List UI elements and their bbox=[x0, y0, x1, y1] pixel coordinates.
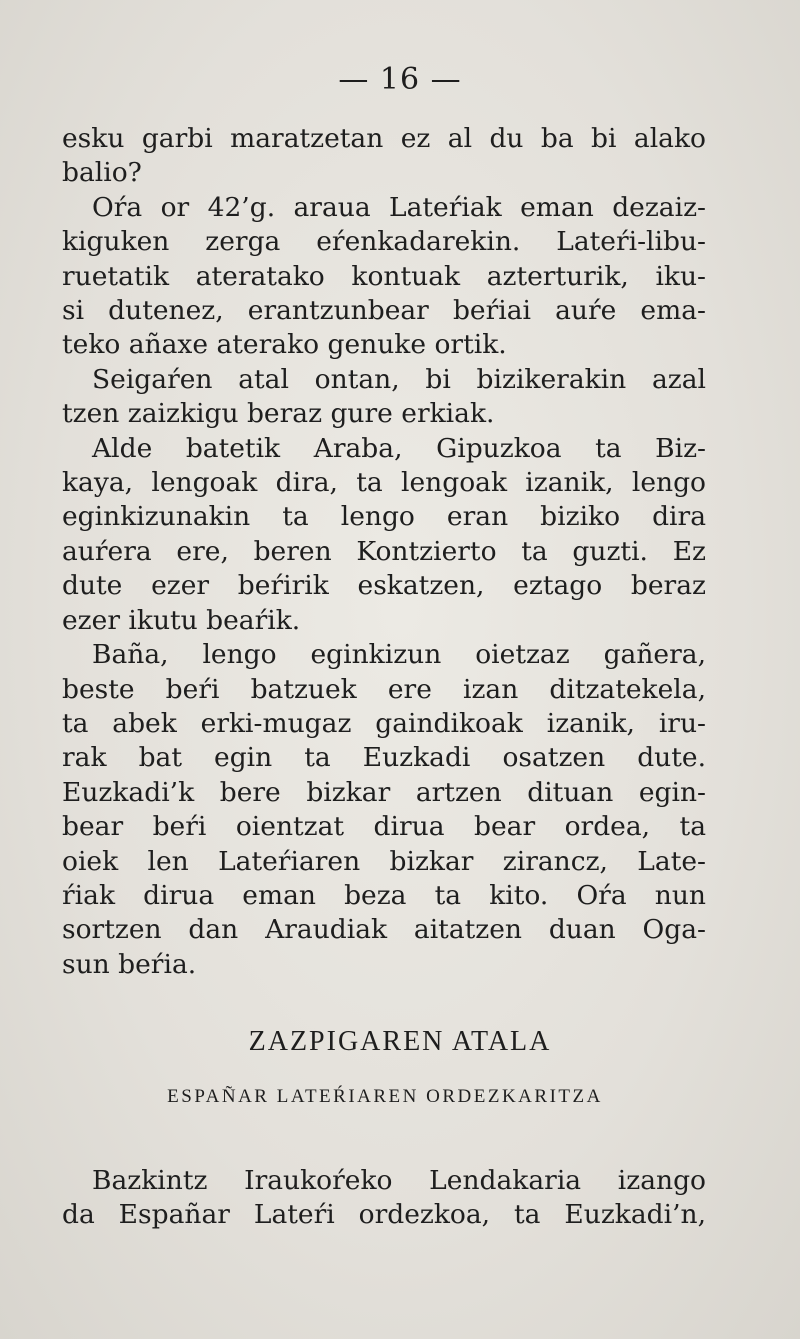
text-line: balio? bbox=[62, 157, 142, 189]
text-line: ta abek erki-mugaz gaindikoak izanik, iru- bbox=[62, 707, 706, 739]
section-title: ZAZPIGAREN ATALA bbox=[248, 1026, 552, 1057]
text-line: kaya, lengoak dira, ta lengoak izanik, lengo bbox=[62, 467, 706, 499]
text-line: dute ezer beŕirik eskatzen, eztago beraz bbox=[62, 570, 706, 602]
text-line: si dutenez, erantzunbear beŕiai auŕe ema- bbox=[62, 295, 706, 327]
text-line: ruetatik ateratako kontuak azterturik, iku- bbox=[62, 260, 706, 292]
text-line: Seigaŕen atal ontan, bi bizikerakin azal bbox=[92, 363, 706, 395]
text-line: Euzkadi’k bere bizkar artzen dituan egin- bbox=[62, 776, 706, 808]
text-line: tzen zaizkigu beraz gure erkiak. bbox=[62, 398, 495, 430]
body-text bbox=[62, 122, 706, 982]
text-line: auŕera ere, beren Kontzierto ta guzti. Ez bbox=[62, 535, 706, 567]
text-line: Alde batetik Araba, Gipuzkoa ta Biz- bbox=[92, 432, 706, 464]
text-line: eginkizunakin ta lengo eran biziko dira bbox=[62, 501, 706, 533]
text-line: da Españar Lateŕi ordezkoa, ta Euzkadi’n, bbox=[62, 1199, 706, 1231]
text-line: esku garbi maratzetan ez al du ba bi alako bbox=[62, 123, 706, 154]
text-line: Baña, lengo eginkizun oietzaz gañera, bbox=[92, 639, 706, 671]
text-line: beste beŕi batzuek ere izan ditzatekela, bbox=[62, 673, 706, 705]
page-number: — 16 — bbox=[338, 62, 462, 97]
text-line: ŕiak dirua eman beza ta kito. Oŕa nun bbox=[62, 879, 706, 911]
text-line: Bazkintz Iraukoŕeko Lendakaria izango bbox=[92, 1165, 706, 1196]
section-subtitle: ESPAÑAR LATEŔIAREN ORDEZKARITZA bbox=[167, 1086, 603, 1107]
text-line: oiek len Lateŕiaren bizkar zirancz, Late- bbox=[62, 845, 706, 877]
text-line: ezer ikutu beaŕik. bbox=[62, 604, 301, 636]
text-line: kiguken zerga eŕenkadarekin. Lateŕi-libu- bbox=[62, 226, 706, 258]
text-line: bear beŕi oientzat dirua bear ordea, ta bbox=[62, 811, 706, 843]
text-line: rak bat egin ta Euzkadi osatzen dute. bbox=[62, 742, 706, 774]
text-line: sun beŕia. bbox=[62, 948, 197, 980]
text-line: sortzen dan Araudiak aitatzen duan Oga- bbox=[62, 914, 706, 946]
text-line: Oŕa or 42’g. araua Lateŕiak eman dezaiz- bbox=[92, 191, 706, 223]
section-text bbox=[62, 1164, 706, 1233]
text-line: teko añaxe aterako genuke ortik. bbox=[62, 329, 507, 361]
